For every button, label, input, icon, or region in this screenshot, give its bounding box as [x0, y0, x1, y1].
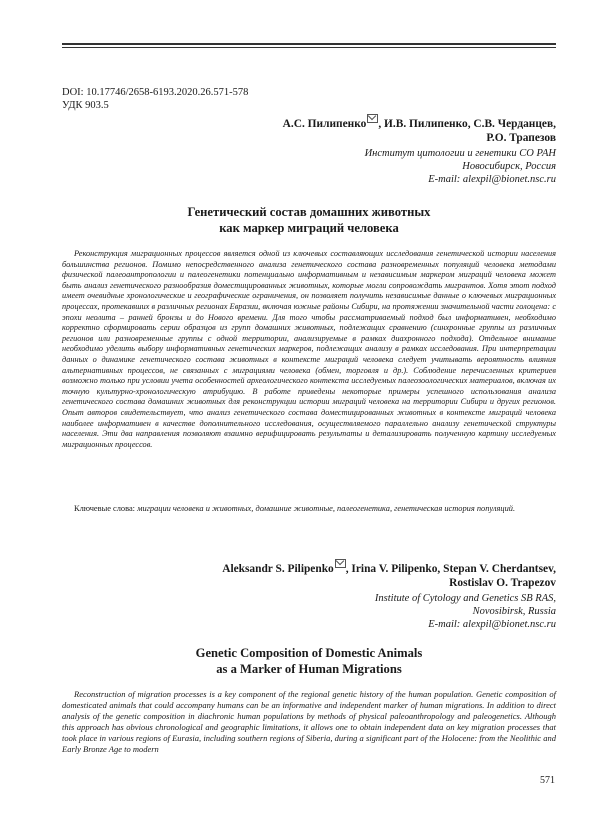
affiliation-ru-email: E-mail: alexpil@bionet.nsc.ru [428, 174, 556, 186]
keywords-ru [62, 504, 556, 515]
top-rule [62, 43, 556, 45]
author-en-corresponding: Aleksandr S. Pilipenko [222, 563, 334, 575]
udk: УДК 903.5 [62, 100, 109, 111]
title-ru-line-2: как маркер миграций человека [219, 220, 399, 235]
keywords-label: Ключевые слова: [74, 504, 135, 513]
envelope-icon [367, 114, 378, 123]
affiliation-ru-city: Новосибирск, Россия [462, 161, 556, 173]
title-ru-line-1: Генетический состав домашних животных [187, 205, 431, 219]
affiliation-ru [365, 147, 556, 187]
doi: DOI: 10.17746/2658-6193.2020.26.571-578 [62, 87, 249, 98]
affiliation-en-institute: Institute of Cytology and Genetics SB RAS, [374, 593, 556, 604]
authors-ru-line-1 [283, 117, 556, 131]
abstract-ru: Реконструкция миграционных процессов является одной из ключевых составляющих исследования генетической истории населения большинства регионов. Помимо непосредственного анализа генетического состава разновременных популяций человека методами физической палеоантропологии и палеогенетики потенциально информативным и независимым маркером миграций человека может быть анализ генетического разнообразия доместицированных животных, которые могли сопровождать мигрантов. Хотя этот подход имеет очевидные хронологические и географические ограничения, он позволяет получить независимые данные о ключевых миграционных процессах, протекавших в различных регионах Евразии, включая южные районы Сибири, на протяжении значительной части голоцена: с эпохи неолита – ранней бронзы и до Нового времени. Для того чтобы рассматриваемый подход был информативен, необходимо корректно сформировать серии образцов из групп домашних животных, подлежащих сравнению (синхронные группы из различных регионов или разновременные группы с одной территории, анализируемые в рамках диахронного подхода). Отдельное внимание необходимо уделить выбору информативных генетических маркеров, подлежащих анализу в рамках исследования. При интерпретации данных о динамике генетического состава животных в контексте миграций человека следует учитывать вероятность влияния альтернативных процессов, не связанных с миграциями человека (обмен, торговля и др.). Соблюдение перечисленных критериев возможно только при условии учета особенностей археологического контекста исследуемых палеозоологических материалов, включая их точную культурно-хронологическую атрибуцию. В работе приведены некоторые примеры успешного использования анализа генетического состава домашних животных для реконструкции истории миграций человека на территории Сибири и других регионов. Опыт авторов свидетельствует, что анализ генетического состава доместицированных животных в контексте миграций человека наиболее информативен в качестве дополнительного исследования, осуществляемого параллельно анализу генетической структуры населения. Эти два направления позволяют взаимно верифицировать результаты и детализировать полученную картину исследуемых миграционных процессов. [62, 249, 556, 449]
affiliation-en-city: Novosibirsk, Russia [472, 606, 556, 618]
envelope-icon [335, 559, 346, 568]
authors-en [222, 562, 556, 590]
title-ru [62, 205, 556, 236]
keywords-text: миграции человека и животных, домашние животные, палеогенетика, генетическая история популяций. [137, 504, 516, 513]
authors-en-line-2: Rostislav O. Trapezov [449, 577, 556, 589]
authors-en-line-1 [222, 562, 556, 576]
title-en-line-2: as a Marker of Human Migrations [216, 661, 402, 676]
affiliation-en [375, 592, 556, 632]
authors-ru [283, 117, 556, 145]
article-meta [62, 86, 248, 112]
abstract-en: Reconstruction of migration processes is a key component of the regional genetic history of the human population. Genetic composition of domesticated animals that could accompany humans can be an informative and independent marker of human migrations. In addition to direct analysis of the genetic composition in diachronic human populations by methods of physical paleoanthropology and paleogenetics. Although this approach has obvious chronological and geographic limitations, it allows one to obtain independent data on key migration processes that took place in various regions of Eurasia, including southern regions of Siberia, during a significant part of the Holocene: from the Neolithic and Early Bronze Age to modern [62, 689, 556, 755]
title-en [62, 646, 556, 677]
page-number: 571 [540, 775, 555, 786]
title-en-line-1: Genetic Composition of Domestic Animals [195, 646, 423, 660]
author-ru-corresponding: А.С. Пилипенко [282, 118, 367, 130]
authors-ru-line-2: Р.О. Трапезов [486, 132, 556, 144]
affiliation-en-email: E-mail: alexpil@bionet.nsc.ru [428, 619, 556, 631]
authors-ru-rest: , И.В. Пилипенко, С.В. Черданцев, [378, 118, 556, 130]
authors-en-rest: , Irina V. Pilipenko, Stepan V. Cherdantsev, [345, 563, 556, 575]
top-rule-thin [62, 47, 556, 48]
affiliation-ru-institute: Институт цитологии и генетики СО РАН [364, 148, 556, 159]
